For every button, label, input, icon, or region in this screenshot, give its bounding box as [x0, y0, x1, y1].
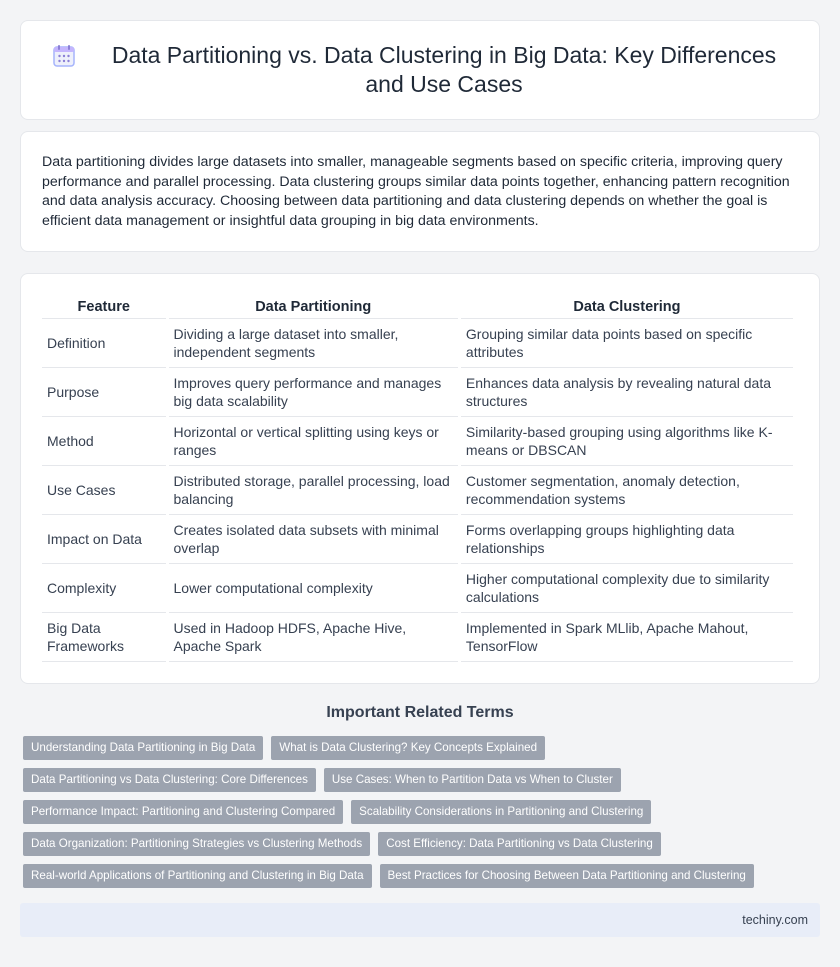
row-partitioning: Used in Hadoop HDFS, Apache Hive, Apache Spark: [169, 613, 458, 662]
related-term-tag[interactable]: Cost Efficiency: Data Partitioning vs Data Clustering: [378, 832, 661, 856]
related-term-tag[interactable]: Use Cases: When to Partition Data vs When to Cluster: [324, 768, 621, 792]
row-feature: Impact on Data: [42, 515, 166, 564]
row-clustering: Implemented in Spark MLlib, Apache Mahout, TensorFlow: [461, 613, 793, 662]
related-term-tag[interactable]: Data Organization: Partitioning Strategies vs Clustering Methods: [23, 832, 370, 856]
intro-card: [20, 131, 820, 252]
related-term-tag[interactable]: Performance Impact: Partitioning and Clustering Compared: [23, 800, 343, 824]
table-row: [42, 564, 793, 613]
related-terms-title: Important Related Terms: [326, 704, 514, 721]
row-feature: Use Cases: [42, 466, 166, 515]
row-clustering: Customer segmentation, anomaly detection, recommendation systems: [461, 466, 793, 515]
table-row: [42, 319, 793, 368]
related-term-tag[interactable]: Understanding Data Partitioning in Big Data: [23, 736, 263, 760]
row-feature: Big Data Frameworks: [42, 613, 166, 662]
row-feature: Purpose: [42, 368, 166, 417]
related-term-tag[interactable]: Real-world Applications of Partitioning and Clustering in Big Data: [23, 864, 372, 888]
calendar-icon: [51, 43, 77, 69]
table-row: [42, 515, 793, 564]
footer: [20, 903, 820, 937]
related-term-tag[interactable]: What is Data Clustering? Key Concepts Explained: [271, 736, 545, 760]
row-partitioning: Dividing a large dataset into smaller, independent segments: [169, 319, 458, 368]
header-feature: Feature: [42, 295, 166, 319]
row-partitioning: Creates isolated data subsets with minimal overlap: [169, 515, 458, 564]
row-clustering: Higher computational complexity due to similarity calculations: [461, 564, 793, 613]
table-row: [42, 368, 793, 417]
table-header-row: [42, 295, 793, 319]
row-feature: Definition: [42, 319, 166, 368]
row-partitioning: Distributed storage, parallel processing, load balancing: [169, 466, 458, 515]
row-feature: Complexity: [42, 564, 166, 613]
row-clustering: Forms overlapping groups highlighting data relationships: [461, 515, 793, 564]
table-row: [42, 417, 793, 466]
row-clustering: Enhances data analysis by revealing natural data structures: [461, 368, 793, 417]
row-partitioning: Lower computational complexity: [169, 564, 458, 613]
row-partitioning: Horizontal or vertical splitting using keys or ranges: [169, 417, 458, 466]
row-clustering: Grouping similar data points based on specific attributes: [461, 319, 793, 368]
header-data-clustering: Data Clustering: [461, 295, 793, 319]
intro-paragraph: Data partitioning divides large datasets into smaller, manageable segments based on specific criteria, improving query performance and parallel processing. Data clustering groups similar data points together, enhancing pattern recognition and data analysis accuracy. Choosing between data partitioning and data clustering depends on whether the goal is efficient data management or insightful data grouping in big data environments.: [42, 154, 790, 229]
table-row: [42, 613, 793, 662]
comparison-table: [39, 295, 796, 662]
related-terms-list: [23, 736, 803, 888]
header-data-partitioning: Data Partitioning: [169, 295, 458, 319]
related-term-tag[interactable]: Scalability Considerations in Partitioning and Clustering: [351, 800, 651, 824]
footer-site-link[interactable]: techiny.com: [742, 913, 808, 927]
row-feature: Method: [42, 417, 166, 466]
row-partitioning: Improves query performance and manages big data scalability: [169, 368, 458, 417]
related-term-tag[interactable]: Data Partitioning vs Data Clustering: Core Differences: [23, 768, 316, 792]
related-term-tag[interactable]: Best Practices for Choosing Between Data Partitioning and Clustering: [380, 864, 754, 888]
title-card: [20, 20, 820, 120]
page-title: Data Partitioning vs. Data Clustering in Big Data: Key Differences and Use Cases: [111, 42, 777, 97]
table-row: [42, 466, 793, 515]
row-clustering: Similarity-based grouping using algorithms like K-means or DBSCAN: [461, 417, 793, 466]
comparison-card: [20, 273, 820, 684]
